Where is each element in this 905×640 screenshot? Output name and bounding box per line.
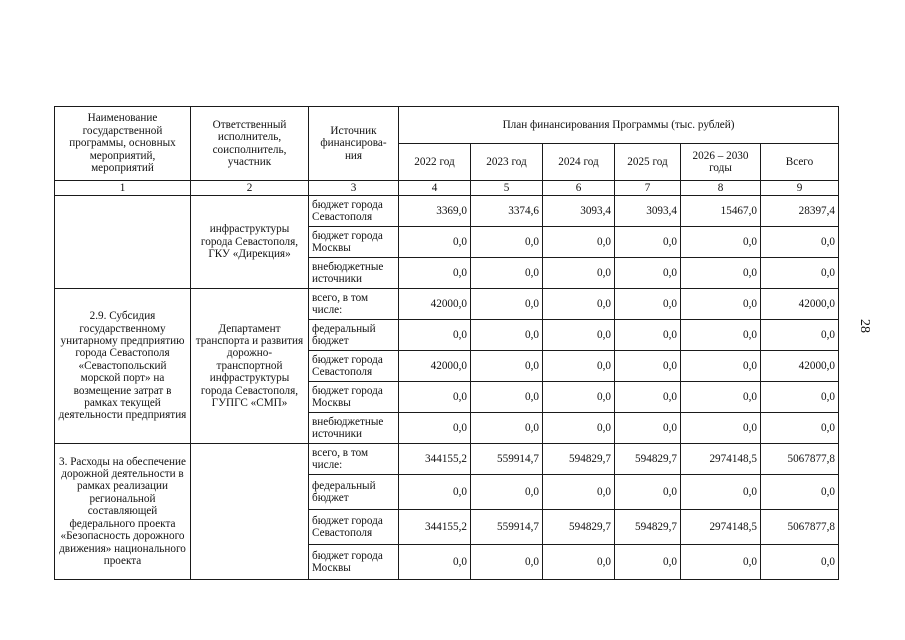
amount-cell: 0,0: [681, 545, 761, 580]
amount-cell: 0,0: [543, 289, 615, 320]
index-cell: 4: [399, 181, 471, 196]
amount-cell: 0,0: [543, 475, 615, 510]
amount-cell: 344155,2: [399, 444, 471, 475]
header-name: Наименование государственной программы, основных мероприятий, мероприятий: [55, 107, 191, 181]
financing-table: [54, 106, 839, 580]
amount-cell: 5067877,8: [761, 510, 839, 545]
amount-cell: 42000,0: [399, 289, 471, 320]
amount-cell: 0,0: [399, 475, 471, 510]
amount-cell: 2974148,5: [681, 444, 761, 475]
activity-name: 2.9. Субсидия государственному унитарному предприятию города Севастополя «Севастопольский морской порт» на возмещение затрат в рамках текущей деятельности предприятия: [55, 289, 191, 444]
amount-cell: 0,0: [543, 227, 615, 258]
responsible-executor: Департамент транспорта и развития дорожно-транспортной инфраструктуры города Севастополя, ГУПГС «СМП»: [191, 289, 309, 444]
header-total: Всего: [761, 144, 839, 181]
header-source: Источник финансирова- ния: [309, 107, 399, 181]
amount-cell: 0,0: [399, 413, 471, 444]
amount-cell: 0,0: [681, 289, 761, 320]
amount-cell: 3093,4: [543, 196, 615, 227]
amount-cell: 594829,7: [615, 510, 681, 545]
amount-cell: 594829,7: [543, 444, 615, 475]
amount-cell: 0,0: [399, 227, 471, 258]
index-cell: 5: [471, 181, 543, 196]
amount-cell: 0,0: [761, 382, 839, 413]
amount-cell: 0,0: [471, 227, 543, 258]
responsible-executor: [191, 444, 309, 580]
amount-cell: 0,0: [615, 545, 681, 580]
amount-cell: 0,0: [681, 413, 761, 444]
index-cell: 1: [55, 181, 191, 196]
amount-cell: 0,0: [761, 413, 839, 444]
amount-cell: 0,0: [761, 545, 839, 580]
funding-source: бюджет города Москвы: [309, 227, 399, 258]
amount-cell: 0,0: [543, 351, 615, 382]
amount-cell: 0,0: [681, 351, 761, 382]
amount-cell: 0,0: [761, 227, 839, 258]
amount-cell: 0,0: [399, 382, 471, 413]
amount-cell: 0,0: [471, 289, 543, 320]
activity-name: [55, 196, 191, 289]
amount-cell: 559914,7: [471, 510, 543, 545]
index-cell: 6: [543, 181, 615, 196]
amount-cell: 3374,6: [471, 196, 543, 227]
funding-source: бюджет города Севастополя: [309, 510, 399, 545]
amount-cell: 0,0: [543, 258, 615, 289]
amount-cell: 0,0: [543, 413, 615, 444]
table-row: [55, 289, 839, 320]
amount-cell: 0,0: [615, 258, 681, 289]
funding-source: всего, в том числе:: [309, 289, 399, 320]
column-index-row: [55, 181, 839, 196]
amount-cell: 0,0: [615, 289, 681, 320]
funding-source: внебюджетные источники: [309, 258, 399, 289]
amount-cell: 0,0: [399, 320, 471, 351]
amount-cell: 0,0: [471, 351, 543, 382]
amount-cell: 15467,0: [681, 196, 761, 227]
amount-cell: 0,0: [543, 545, 615, 580]
funding-source: внебюджетные источники: [309, 413, 399, 444]
amount-cell: 0,0: [681, 475, 761, 510]
header-year-2026-2030: 2026 – 2030 годы: [681, 144, 761, 181]
funding-source: федеральный бюджет: [309, 475, 399, 510]
amount-cell: 594829,7: [615, 444, 681, 475]
amount-cell: 0,0: [399, 545, 471, 580]
header-year-2023: 2023 год: [471, 144, 543, 181]
amount-cell: 0,0: [399, 258, 471, 289]
funding-source: федеральный бюджет: [309, 320, 399, 351]
funding-source: бюджет города Москвы: [309, 545, 399, 580]
amount-cell: 0,0: [543, 320, 615, 351]
amount-cell: 0,0: [681, 258, 761, 289]
funding-source: бюджет города Севастополя: [309, 351, 399, 382]
amount-cell: 594829,7: [543, 510, 615, 545]
amount-cell: 42000,0: [761, 351, 839, 382]
index-cell: 7: [615, 181, 681, 196]
amount-cell: 0,0: [761, 320, 839, 351]
amount-cell: 0,0: [615, 382, 681, 413]
page-number: 28: [857, 319, 872, 333]
funding-source: бюджет города Москвы: [309, 382, 399, 413]
header-executor: Ответственный исполнитель, соисполнитель, участник: [191, 107, 309, 181]
activity-name: 3. Расходы на обеспечение дорожной деятельности в рамках реализации региональной составляющей федерального проекта «Безопасность дорожного движения» национального проекта: [55, 444, 191, 580]
index-cell: 9: [761, 181, 839, 196]
amount-cell: 0,0: [471, 413, 543, 444]
amount-cell: 5067877,8: [761, 444, 839, 475]
amount-cell: 28397,4: [761, 196, 839, 227]
amount-cell: 0,0: [615, 320, 681, 351]
amount-cell: 559914,7: [471, 444, 543, 475]
amount-cell: 0,0: [615, 351, 681, 382]
amount-cell: 0,0: [615, 475, 681, 510]
responsible-executor: инфраструктуры города Севастополя, ГКУ «Дирекция»: [191, 196, 309, 289]
amount-cell: 42000,0: [761, 289, 839, 320]
amount-cell: 0,0: [761, 475, 839, 510]
header-plan: План финансирования Программы (тыс. рублей): [399, 107, 839, 144]
amount-cell: 3369,0: [399, 196, 471, 227]
amount-cell: 42000,0: [399, 351, 471, 382]
table-row: [55, 444, 839, 475]
amount-cell: 0,0: [543, 382, 615, 413]
amount-cell: 344155,2: [399, 510, 471, 545]
amount-cell: 0,0: [471, 320, 543, 351]
header-year-2024: 2024 год: [543, 144, 615, 181]
header-year-2022: 2022 год: [399, 144, 471, 181]
amount-cell: 0,0: [681, 382, 761, 413]
amount-cell: 0,0: [761, 258, 839, 289]
funding-source: бюджет города Севастополя: [309, 196, 399, 227]
amount-cell: 0,0: [471, 475, 543, 510]
index-cell: 2: [191, 181, 309, 196]
amount-cell: 0,0: [471, 382, 543, 413]
amount-cell: 0,0: [681, 320, 761, 351]
amount-cell: 0,0: [471, 258, 543, 289]
index-cell: 8: [681, 181, 761, 196]
table-row: [55, 196, 839, 227]
amount-cell: 0,0: [471, 545, 543, 580]
amount-cell: 0,0: [615, 413, 681, 444]
header-year-2025: 2025 год: [615, 144, 681, 181]
index-cell: 3: [309, 181, 399, 196]
amount-cell: 2974148,5: [681, 510, 761, 545]
amount-cell: 3093,4: [615, 196, 681, 227]
amount-cell: 0,0: [681, 227, 761, 258]
funding-source: всего, в том числе:: [309, 444, 399, 475]
amount-cell: 0,0: [615, 227, 681, 258]
